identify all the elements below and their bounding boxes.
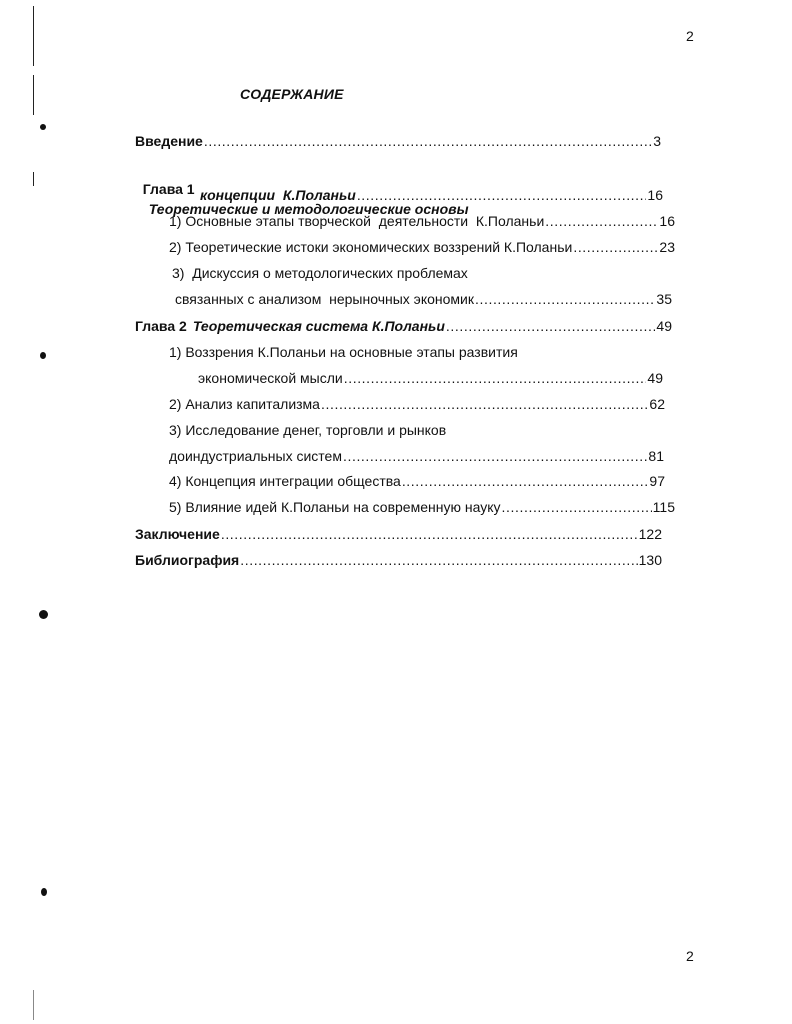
toc-entry-bibliography[interactable] (135, 550, 662, 570)
scan-artifact-line (33, 75, 34, 115)
leader-dots (344, 368, 647, 388)
leader-dots (221, 524, 638, 544)
toc-label: 4) Концепция интеграции общества (169, 473, 401, 489)
leader-dots (545, 211, 658, 231)
toc-page: 16 (659, 213, 675, 229)
leader-dots (502, 497, 652, 517)
chapter-prefix: Глава 2 (135, 318, 187, 334)
toc-label: 2) Анализ капитализма (169, 396, 320, 412)
toc-label: 5) Влияние идей К.Поланьи на современную науку (169, 499, 501, 515)
toc-page: 3 (653, 133, 661, 149)
chapter-title: Теоретические и методологические основы (148, 201, 469, 217)
toc-entry-conclusion[interactable] (135, 524, 662, 544)
scan-artifact-line (33, 6, 34, 66)
toc-label: 1) Основные этапы творческой деятельности К.Поланьи (169, 213, 545, 229)
toc-label: экономической мысли (198, 370, 343, 386)
scan-artifact-dot (39, 610, 48, 619)
leader-dots (402, 471, 649, 491)
toc-page: 62 (649, 396, 665, 412)
toc-entry-ch2[interactable] (135, 316, 672, 336)
chapter-title-cont: концепции К.Поланьи (200, 187, 356, 203)
scan-artifact-dot (41, 888, 47, 896)
toc-entry-ch2-item3-line1[interactable]: 3) Исследование денег, торговли и рынков (169, 422, 447, 438)
leader-dots (446, 316, 656, 336)
toc-entry-ch2-item1-line2[interactable] (198, 368, 663, 388)
toc-entry-ch1-item3-line1[interactable]: 3) Дискуссия о методологических проблемах (172, 265, 468, 281)
leader-dots (475, 289, 655, 309)
leader-dots (240, 550, 637, 570)
page-title: СОДЕРЖАНИЕ (240, 86, 344, 102)
toc-page: 16 (647, 187, 663, 203)
toc-entry-intro[interactable] (135, 131, 661, 151)
toc-page: 49 (647, 370, 663, 386)
toc-label: Введение (135, 133, 203, 149)
leader-dots (357, 185, 647, 205)
scan-artifact-dot (40, 352, 46, 359)
toc-entry-ch1-item1[interactable] (169, 211, 675, 231)
toc-page: 130 (638, 552, 662, 568)
toc-page: 49 (656, 318, 672, 334)
toc-page: 97 (649, 473, 665, 489)
toc-page: 122 (638, 526, 662, 542)
toc-entry-ch2-item4[interactable] (169, 471, 665, 491)
chapter-prefix: Глава 1 (142, 181, 195, 197)
page-number-bottom: 2 (686, 948, 694, 964)
toc-entry-ch2-item1-line1[interactable]: 1) Воззрения К.Поланьи на основные этапы развития (169, 344, 518, 360)
toc-label: Заключение (135, 526, 220, 542)
toc-entry-ch2-item5[interactable] (169, 497, 675, 517)
leader-dots (321, 394, 648, 414)
toc-page: 115 (652, 499, 675, 515)
leader-dots (573, 237, 658, 257)
toc-label: Библиография (135, 552, 240, 568)
toc-label: 2) Теоретические истоки экономических воззрений К.Поланьи (169, 239, 573, 255)
scan-artifact-line (33, 990, 34, 1020)
toc-page: 35 (656, 291, 672, 307)
leader-dots (343, 446, 647, 466)
toc-entry-ch1-item3-line2[interactable] (175, 289, 672, 309)
toc-page: 81 (648, 448, 664, 464)
chapter-title: Теоретическая система К.Поланьи (192, 318, 445, 334)
toc-entry-ch1-item2[interactable] (169, 237, 675, 257)
toc-label: связанных с анализом нерыночных экономик (175, 291, 474, 307)
toc-label: доиндустриальных систем (169, 448, 342, 464)
page-number-top: 2 (686, 28, 694, 44)
toc-entry-ch1-line2[interactable] (200, 185, 663, 205)
toc-page: 23 (659, 239, 675, 255)
leader-dots (204, 131, 652, 151)
toc-entry-ch2-item3-line2[interactable] (169, 446, 664, 466)
toc-entry-ch2-item2[interactable] (169, 394, 665, 414)
scan-artifact-line (33, 172, 34, 186)
scan-artifact-dot (40, 124, 46, 130)
